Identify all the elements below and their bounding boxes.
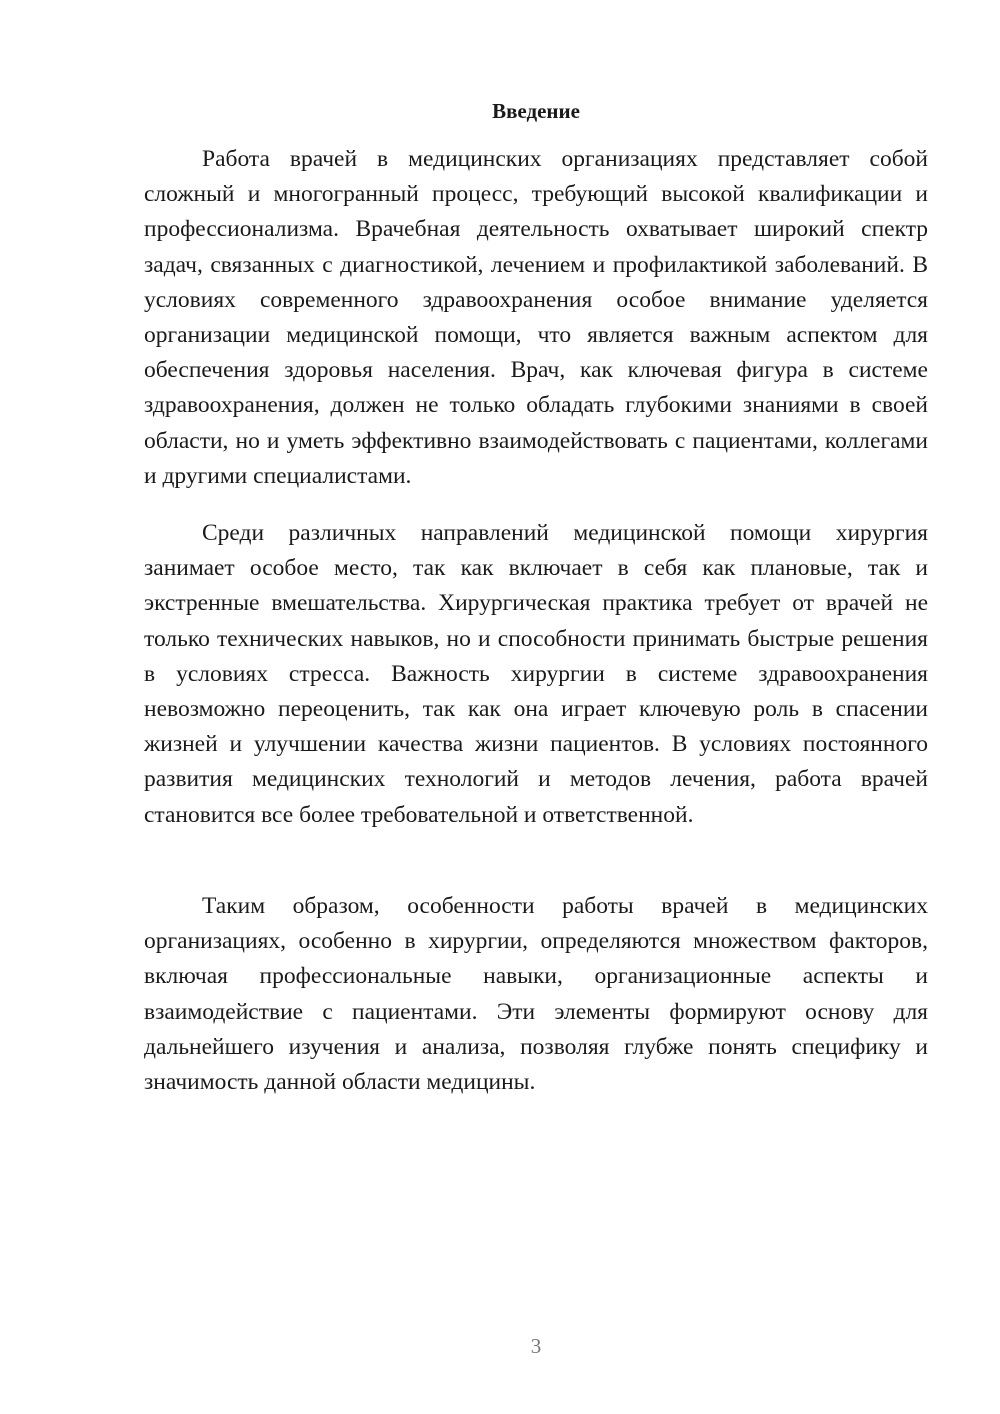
paragraph-1: Работа врачей в медицинских организациях представляет собой сложный и многогранный процесс, требующий высокой квалификации и профессионализма. Врачебная деятельность охватывает широкий спектр задач, связанных с диагностикой, лечением и профилактикой заболеваний. В условиях современного здравоохранения особое внимание уделяется организации медицинской помощи, что является важным аспектом для обеспечения здоровья населения. Врач, как ключевая фигура в системе здравоохранения, должен не только обладать глубокими знаниями в своей области, но и уметь эффективно взаимодействовать с пациентами, коллегами и другими специалистами.	[144, 146, 928, 489]
paragraph-3: Таким образом, особенности работы врачей в медицинских организациях, особенно в хирургии, определяются множеством факторов, включая профессиональные навыки, организационные аспекты и взаимодействие с пациентами. Эти элементы формируют основу для дальнейшего изучения и анализа, позволяя глубже понять специфику и значимость данной области медицины.	[144, 893, 928, 1096]
section-title: Введение	[492, 99, 580, 123]
page-number: 3	[530, 1334, 542, 1358]
paragraph-2: Среди различных направлений медицинской помощи хирургия занимает особое место, так как включает в себя как плановые, так и экстренные вмешательства. Хирургическая практика требует от врачей не только технических навыков, но и способности принимать быстрые решения в условиях стресса. Важность хирургии в системе здравоохранения невозможно переоценить, так как она играет ключевую роль в спасении жизней и улучшении качества жизни пациентов. В условиях постоянного развития медицинских технологий и методов лечения, работа врачей становится все более требовательной и ответственной.	[144, 520, 928, 828]
